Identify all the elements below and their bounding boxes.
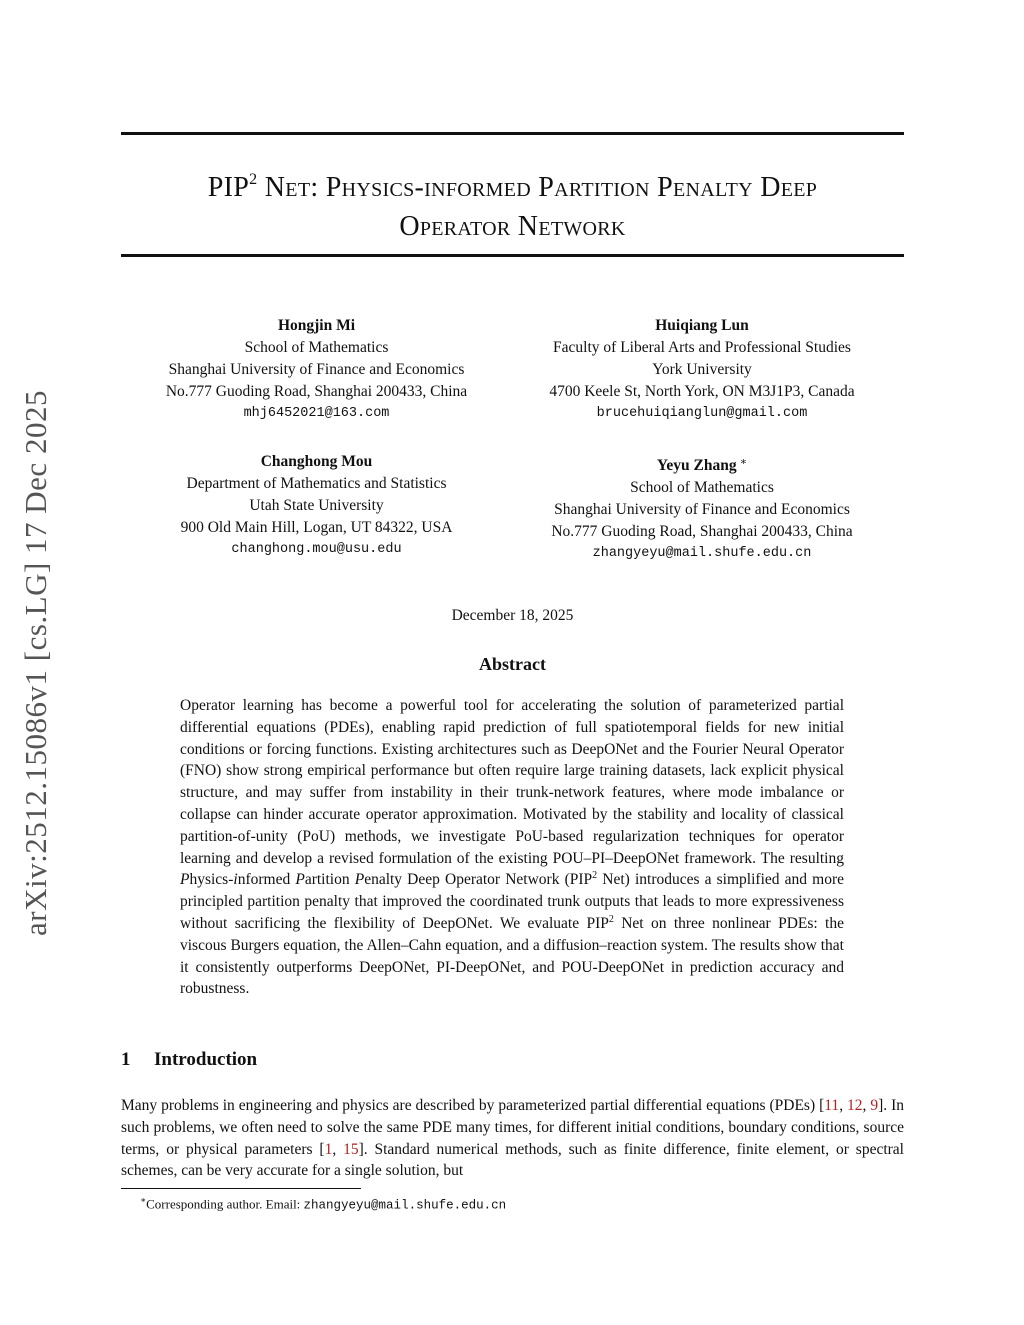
author-dept: School of Mathematics <box>630 479 774 496</box>
paper-title <box>121 160 904 246</box>
introduction-paragraph: Many problems in engineering and physics are described by parameterized partial differential equations (PDEs) [11, 12, 9]. In such problems, we often need to solve the same PDE many times, for different initial conditions, boundary conditions, source terms, or physical parameters [1, 15]. Standard numerical methods, such as finite difference, finite element, or spectral schemes, can be very accurate for a single solution, but <box>121 1097 905 1180</box>
author-email[interactable]: mhj6452021@163.com <box>243 406 390 421</box>
author-address: 900 Old Main Hill, Logan, UT 84322, USA <box>180 519 453 536</box>
footnote-rule <box>121 1188 361 1189</box>
section-title: Introduction <box>154 1049 258 1070</box>
author-email[interactable]: zhangyeyu@mail.shufe.edu.cn <box>592 546 812 561</box>
publication-date: December 18, 2025 <box>451 607 574 624</box>
footnote <box>140 1191 506 1214</box>
title-line-2: Operator Network <box>399 211 626 242</box>
author-dept: School of Mathematics <box>244 339 389 356</box>
author-address: 4700 Keele St, North York, ON M3J1P3, Canada <box>549 383 855 400</box>
corresponding-author-marker[interactable]: ∗ <box>739 456 748 468</box>
author-institution: Utah State University <box>249 497 384 514</box>
citation-link[interactable]: 9 <box>870 1097 879 1114</box>
title-bottom-rule <box>121 254 904 257</box>
arxiv-id-text: arXiv:2512.15086v1 [cs.LG] 17 Dec 2025 <box>18 390 53 936</box>
abstract-heading: Abstract <box>479 654 546 674</box>
author-email[interactable]: brucehuiqianglun@gmail.com <box>596 406 808 421</box>
author-dept: Department of Mathematics and Statistics <box>186 475 447 492</box>
author-block-mi <box>121 315 512 425</box>
abstract-text: Operator learning has become a powerful tool for accelerating the solution of parameterized partial differential equations (PDEs), enabling rapid prediction of full spatiotemporal fields for new initial conditions or forcing functions. Existing architectures such as DeepONet and the Fourier Neural Operator (FNO) show strong empirical performance but often require large training datasets, lack explicit physical structure, and may suffer from instability in their trunk-network features, where mode imbalance or collapse can hinder accurate operator approximation. Motivated by the stability and locality of classical partition-of-unity (PoU) methods, we investigate PoU-based regularization techniques for operator learning and develop a revised formulation of the existing POU–PI–DeepONet framework. The resulting Physics-informed Partition Penalty Deep Operator Network (PIP$^2$ Net) introduces a simplified and more principled partition penalty that improved the coordinated trunk outputs that leads to more expressiveness without sacrificing the flexibility of DeepONet. We evaluate PIP$^2$ Net on three nonlinear PDEs: the viscous Burgers equation, the Allen–Cahn equation, and a diffusion–reaction system. The results show that it consistently outperforms DeepONet, PI-DeepONet, and POU-DeepONet in prediction accuracy and robustness. <box>180 697 844 998</box>
author-name: Huiqiang Lun <box>655 317 749 334</box>
footnote-email[interactable]: zhangyeyu@mail.shufe.edu.cn <box>303 1198 507 1213</box>
author-name: Yeyu Zhang ∗ <box>656 456 748 474</box>
citation-link[interactable]: 12 <box>847 1097 863 1114</box>
author-name: Hongjin Mi <box>277 317 356 334</box>
footnote-text: Corresponding author. Email: <box>146 1196 304 1212</box>
title-line-1: PIP$^2$ Net: Physics-informed Partition Penalty Deep <box>207 171 818 203</box>
author-institution: York University <box>652 361 752 378</box>
citation-link[interactable]: 15 <box>343 1140 359 1158</box>
section-number: 1 <box>121 1049 131 1070</box>
author-dept: Faculty of Liberal Arts and Professional Studies <box>553 339 851 356</box>
citation-link[interactable]: 1 <box>324 1140 333 1158</box>
section-heading-introduction <box>121 1049 257 1071</box>
author-institution: Shanghai University of Finance and Economics <box>168 361 465 378</box>
author-block-zhang <box>505 451 899 565</box>
footnote-marker: ∗ <box>140 1195 147 1205</box>
author-institution: Shanghai University of Finance and Economics <box>554 501 850 518</box>
author-email[interactable]: changhong.mou@usu.edu <box>231 542 402 557</box>
author-address: No.777 Guoding Road, Shanghai 200433, China <box>551 523 853 540</box>
author-address: No.777 Guoding Road, Shanghai 200433, China <box>165 383 468 400</box>
author-name: Changhong Mou <box>260 453 373 470</box>
author-block-mou <box>121 451 512 561</box>
author-block-lun <box>505 315 899 425</box>
citation-link[interactable]: 11 <box>824 1097 840 1114</box>
title-top-rule <box>121 132 904 135</box>
